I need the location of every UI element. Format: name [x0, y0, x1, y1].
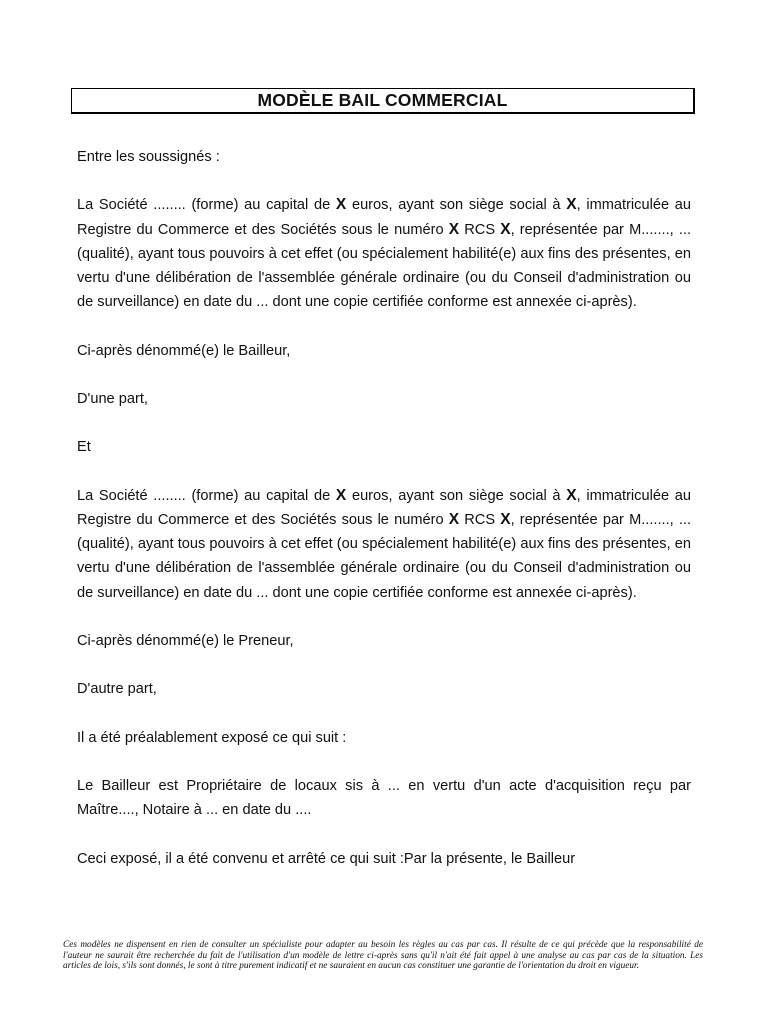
placeholder-x: X [448, 220, 460, 238]
party-text: , représentée par M......., ... (qualité), ayant tous pouvoirs à cet effet (ou spécialement habilité(e) aux fins des présentes, en vertu d'une délibération de l'assemblée générale ordinaire (ou du Conseil d'administration ou de surveillance) en date du ... dont une copie certifiée conforme est annexée ci-après). [77, 511, 692, 601]
preneur-party-paragraph [77, 484, 691, 605]
party-text: euros, ayant son siège social à [346, 487, 567, 504]
placeholder-x: X [500, 510, 511, 528]
party-text: La Société ........ (forme) au capital de [77, 487, 336, 504]
placeholder-x: X [335, 196, 347, 214]
document-body [77, 145, 691, 871]
party-text: , immatriculée au Registre du Commerce et des Sociétés sous le numéro [77, 487, 691, 528]
party-text: , immatriculée au Registre du Commerce et des Sociétés sous le numéro [77, 197, 691, 238]
page-title: MODÈLE BAIL COMMERCIAL [257, 90, 508, 110]
expose-text: Le Bailleur est Propriétaire de locaux sis à ... en vertu d'un acte d'acquisition reçu par Maître...., Notaire à ... en date du .... [77, 778, 691, 819]
preneur-label: Ci-après dénommé(e) le Preneur, [77, 632, 294, 649]
autre-part-text: D'autre part, [77, 681, 157, 698]
party-text: euros, ayant son siège social à [346, 197, 567, 214]
placeholder-x: X [566, 486, 577, 504]
expose-intro: Il a été préalablement exposé ce qui suit : [77, 729, 347, 746]
placeholder-x: X [500, 220, 511, 238]
footer-disclaimer: Ces modèles ne dispensent en rien de consulter un spécialiste pour adapter au besoin les règles au cas par cas. Il résulte de ce qui précède que la responsabilité de l'auteur ne saurait être recherchée du fait de l'utilisation d'un modèle de lettre ci-après sans qu'il n'ait été fait appel à une analyse au cas par cas de la situation. Les articles de lois, s'ils sont donnés, le sont à titre purement indicatif et ne sauraient en aucun cas constituer une garantie de l'orientation du droit en vigueur. [63, 940, 703, 972]
party-text: , représentée par M......., ... (qualité), ayant tous pouvoirs à cet effet (ou spécialement habilité(e) aux fins des présentes, en vertu d'une délibération de l'assemblée générale ordinaire (ou du Conseil d'administration ou de surveillance) en date du ... dont une copie certifiée conforme est annexée ci-après). [77, 221, 692, 311]
placeholder-x: X [566, 196, 577, 214]
bailleur-party-paragraph [77, 193, 691, 314]
title-box [71, 88, 695, 114]
party-text: RCS [459, 511, 501, 528]
party-text: La Société ........ (forme) au capital de [77, 197, 336, 214]
intro-text: Entre les soussignés : [77, 149, 220, 165]
ceci-expose-text: Ceci exposé, il a été convenu et arrêté ce qui suit :Par la présente, le Bailleur [77, 850, 576, 867]
bailleur-label: Ci-après dénommé(e) le Bailleur, [77, 342, 291, 359]
placeholder-x: X [335, 486, 347, 504]
party-text: RCS [459, 221, 501, 238]
une-part-text: D'une part, [77, 390, 148, 407]
et-text: Et [77, 439, 91, 456]
placeholder-x: X [448, 510, 460, 528]
